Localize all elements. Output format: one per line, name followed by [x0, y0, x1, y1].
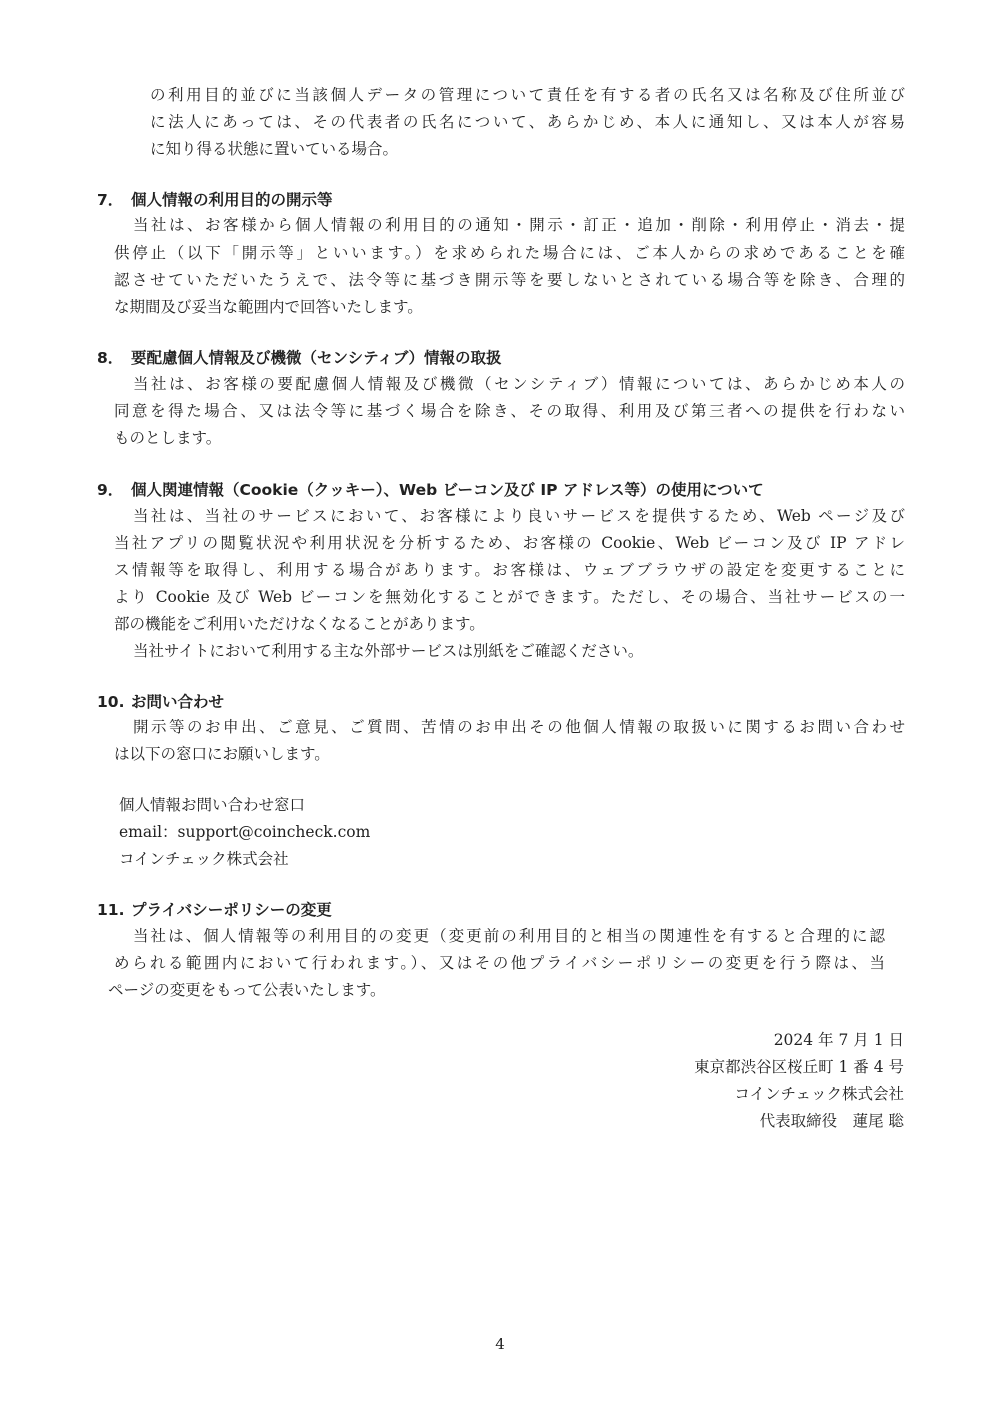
paragraph-line: に法人にあっては、その代表者の氏名について、あらかじめ、本人に通知し、又は本人が容易 [150, 113, 905, 131]
paragraph-line: より Cookie 及び Web ビーコンを無効化することができます。ただし、その場合、当社サービスの一 [114, 588, 905, 606]
paragraph-line: ページの変更をもって公表いたします。 [108, 981, 386, 999]
signature-date: 2024 年 7 月 1 日 [773, 1031, 904, 1049]
section-title: 要配慮個人情報及び機微（センシティブ）情報の取扱 [131, 349, 502, 367]
section-title: プライバシーポリシーの変更 [131, 901, 332, 919]
signature-company: コインチェック株式会社 [734, 1085, 904, 1103]
section-number: 11. [97, 901, 125, 919]
signature-address: 東京都渋谷区桜丘町 1 番 4 号 [694, 1058, 904, 1076]
paragraph-line: な期間及び妥当な範囲内で回答いたします。 [114, 298, 423, 316]
contact-email: email：support@coincheck.com [119, 823, 371, 841]
paragraph-line: 当社は、個人情報等の利用目的の変更（変更前の利用目的と相当の関連性を有すると合理的に認 [133, 927, 885, 945]
contact-company: コインチェック株式会社 [119, 850, 289, 868]
section-title: お問い合わせ [131, 693, 225, 711]
section-number: 10. [97, 693, 125, 711]
paragraph-line: 開示等のお申出、ご意見、ご質問、苦情のお申出その他個人情報の取扱いに関するお問い合わせ [133, 718, 905, 736]
paragraph-line: ものとします。 [114, 429, 222, 447]
section-number: 8． [97, 349, 124, 367]
section-title: 個人情報の利用目的の開示等 [131, 191, 333, 209]
signature-representative: 代表取締役 蓮尾 聡 [759, 1112, 904, 1130]
paragraph-line: 認させていただいたうえで、法令等に基づき開示等を要しないとされている場合等を除き、合理的 [114, 271, 905, 289]
paragraph-line: 当社は、お客様から個人情報の利用目的の通知・開示・訂正・追加・削除・利用停止・消去・提 [133, 216, 905, 234]
paragraph-line: に知り得る状態に置いている場合。 [150, 140, 399, 158]
paragraph-line: 同意を得た場合、又は法令等に基づく場合を除き、その取得、利用及び第三者への提供を行わない [114, 402, 905, 420]
paragraph-line: ス情報等を取得し、利用する場合があります。お客様は、ウェブブラウザの設定を変更することに [114, 561, 905, 579]
section-number: 9． [97, 481, 124, 499]
paragraph-line: 当社は、お客様の要配慮個人情報及び機微（センシティブ）情報については、あらかじめ本人の [133, 375, 905, 393]
paragraph-line: 供停止（以下「開示等」といいます。）を求められた場合には、ご本人からの求めであることを確 [114, 244, 905, 262]
paragraph-line: は以下の窓口にお願いします。 [114, 745, 330, 763]
paragraph-line: 当社サイトにおいて利用する主な外部サービスは別紙をご確認ください。 [133, 642, 644, 660]
paragraph-line: の利用目的並びに当該個人データの管理について責任を有する者の氏名又は名称及び住所並び [150, 86, 905, 104]
section-number: 7． [97, 191, 124, 209]
contact-title: 個人情報お問い合わせ窓口 [119, 796, 306, 814]
paragraph-line: められる範囲内において行われます。）、又はその他プライバシーポリシーの変更を行う際は、当 [114, 954, 885, 972]
page-number: 4 [495, 1335, 505, 1353]
section-title: 個人関連情報（Cookie（クッキー）、Web ビーコン及び IP アドレス等）の使用について [131, 481, 764, 499]
paragraph-line: 当社アプリの閲覧状況や利用状況を分析するため、お客様の Cookie、Web ビーコン及び IP アドレ [114, 534, 905, 552]
paragraph-line: 当社は、当社のサービスにおいて、お客様により良いサービスを提供するため、Web ページ及び [133, 507, 905, 525]
paragraph-line: 部の機能をご利用いただけなくなることがあります。 [114, 615, 485, 633]
